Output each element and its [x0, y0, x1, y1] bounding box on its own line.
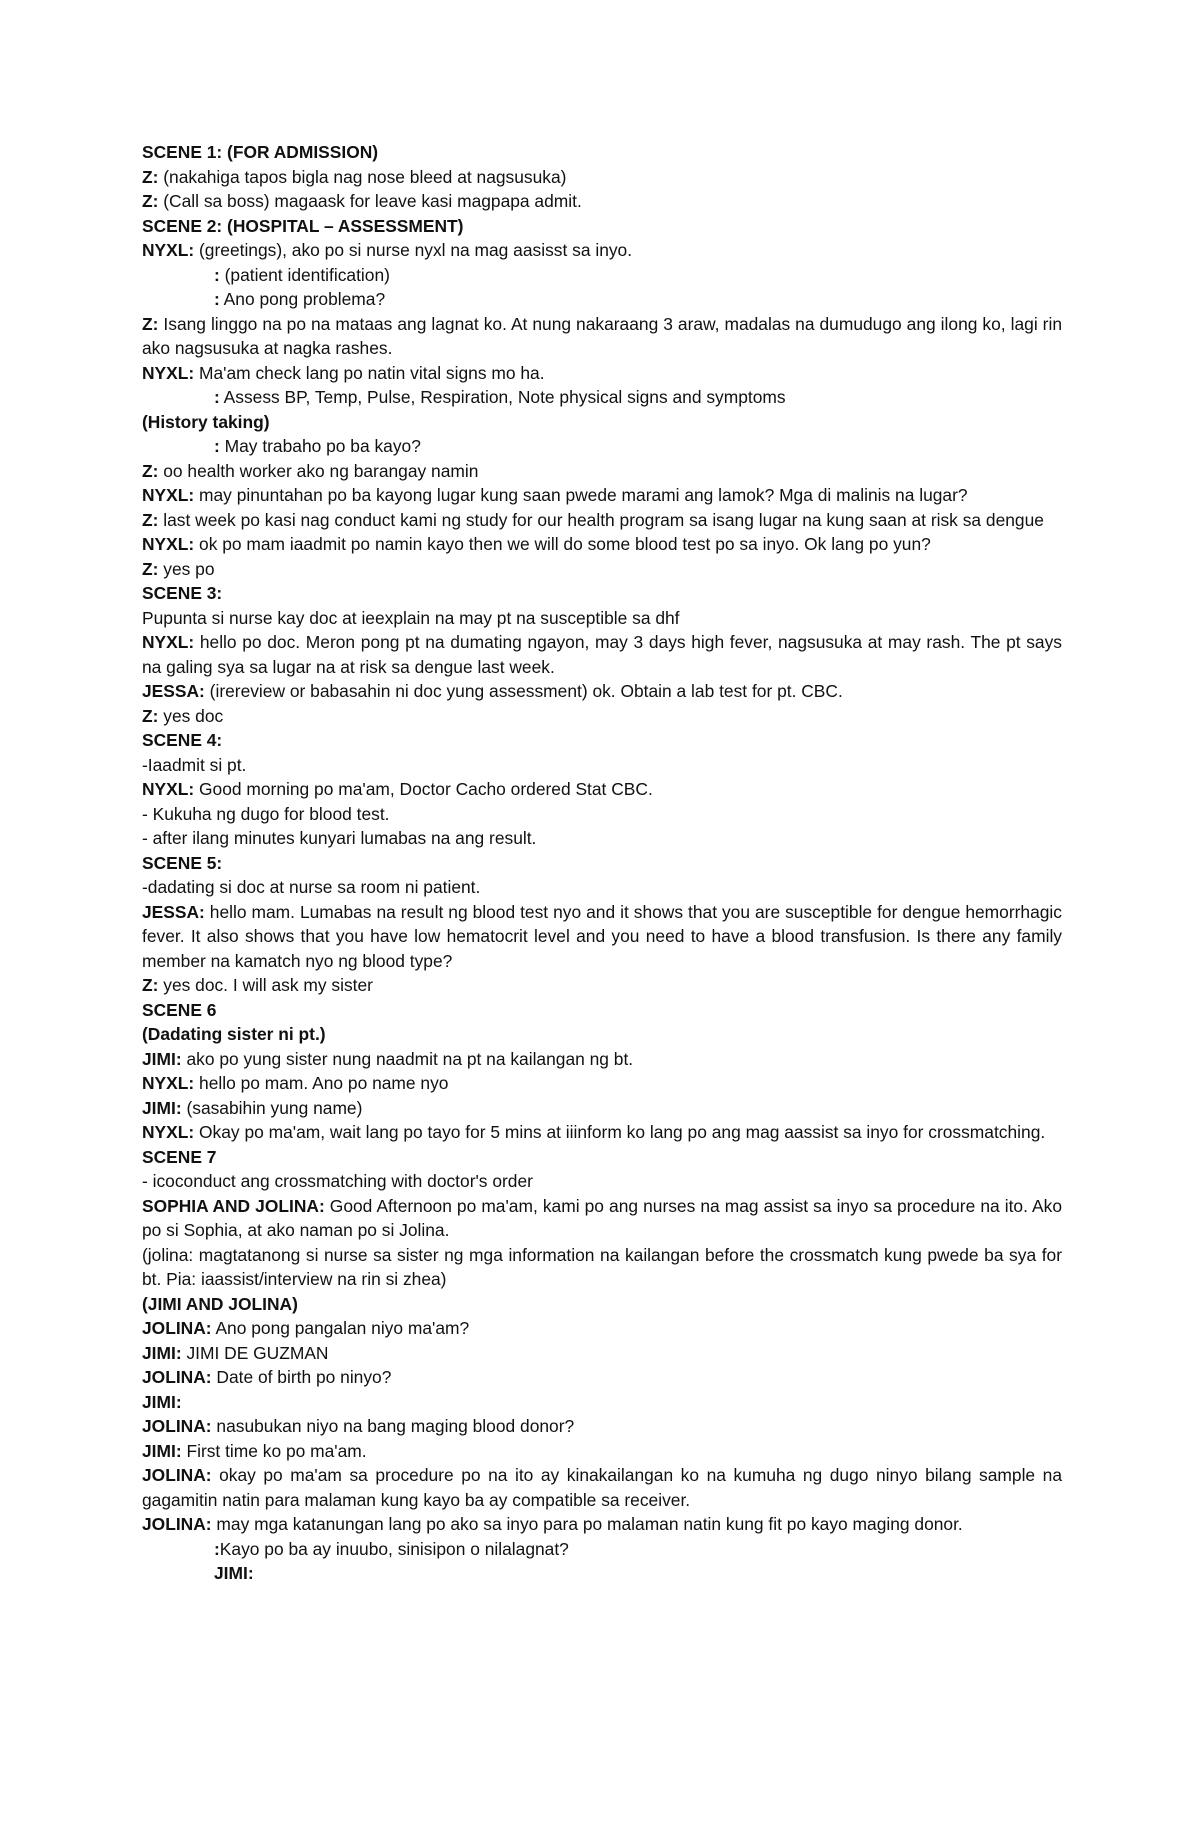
scene-heading	[142, 214, 1062, 239]
dialogue-text: JIMI DE GUZMAN	[181, 1342, 329, 1363]
dialogue-text: (Call sa boss) magaask for leave kasi magpapa admit.	[158, 191, 582, 211]
speaker-label: NYXL:	[142, 779, 195, 799]
dialogue-line	[142, 1341, 1062, 1366]
dialogue-text: Kayo po ba ay inuubo, sinisipon o nilalagnat?	[219, 1538, 569, 1559]
speaker-label: NYXL:	[142, 534, 195, 554]
dialogue-line	[142, 900, 1062, 974]
stage-direction-text: -dadating si doc at nurse sa room ni patient.	[142, 877, 481, 897]
dialogue-line	[142, 238, 1062, 263]
scene-heading	[142, 728, 1062, 753]
stage-direction	[142, 875, 1062, 900]
dialogue-text: Ma'am check lang po natin vital signs mo ha.	[194, 362, 545, 383]
dialogue-text: nasubukan niyo na bang maging blood donor?	[211, 1416, 575, 1436]
stage-direction-text: - after ilang minutes kunyari lumabas na ang result.	[142, 828, 537, 848]
dialogue-text: Good Afternoon po ma'am, kami po ang nurses na mag assist sa inyo sa procedure na ito. Ako po si Sophia, at ako naman po si Jolina.	[142, 1195, 1062, 1240]
speaker-label: JESSA:	[142, 901, 205, 922]
dialogue-text: Ano pong pangalan niyo ma'am?	[211, 1318, 470, 1338]
dialogue-line	[142, 165, 1062, 190]
dialogue-line	[142, 630, 1062, 679]
dialogue-text: Good morning po ma'am, Doctor Cacho ordered Stat CBC.	[194, 779, 653, 799]
speaker-label: :	[214, 264, 220, 285]
dialogue-line	[142, 1414, 1062, 1439]
speaker-label: NYXL:	[142, 485, 195, 505]
dialogue-text: Okay po ma'am, wait lang po tayo for 5 mins at iiinform ko lang po ang mag aassist sa inyo for crossmatching.	[194, 1122, 1046, 1142]
speaker-label: JIMI:	[142, 1342, 182, 1363]
scene-heading-text: SCENE 6	[142, 999, 217, 1020]
dialogue-text: last week po kasi nag conduct kami ng study for our health program sa isang lugar na kung saan at risk sa dengue	[158, 509, 1044, 530]
dialogue-line	[142, 1537, 1062, 1562]
speaker-label: NYXL:	[142, 632, 195, 652]
dialogue-line	[142, 532, 1062, 557]
stage-direction-text: (jolina: magtatanong si nurse sa sister ng mga information na kailangan before the crossmatch kung pwede ba sya for bt. Pia: iaassist/interview na rin si zhea)	[142, 1244, 1062, 1289]
scene-heading-text: SCENE 5:	[142, 852, 223, 873]
dialogue-line	[142, 312, 1062, 361]
dialogue-text: may pinuntahan po ba kayong lugar kung saan pwede marami ang lamok? Mga di malinis na lugar?	[194, 485, 968, 505]
dialogue-line	[142, 483, 1062, 508]
dialogue-text: Date of birth po ninyo?	[211, 1367, 392, 1387]
scene-heading-text: SCENE 2: (HOSPITAL – ASSESSMENT)	[142, 215, 464, 236]
speaker-label: NYXL:	[142, 240, 195, 260]
speaker-label: JOLINA:	[142, 1367, 212, 1387]
stage-direction	[142, 606, 1062, 631]
scene-heading	[142, 851, 1062, 876]
dialogue-line	[142, 1096, 1062, 1121]
dialogue-text: hello mam. Lumabas na result ng blood test nyo and it shows that you are susceptible for dengue hemorrhagic fever. It also shows that you have low hematocrit level and you need to have a blood transfusion. Is there any family member na kamatch nyo ng blood type?	[142, 901, 1062, 971]
speaker-label: JIMI:	[142, 1440, 182, 1461]
dialogue-line	[142, 508, 1062, 533]
dialogue-line	[142, 385, 1062, 410]
speaker-label: JOLINA:	[142, 1465, 212, 1485]
dialogue-line	[142, 1194, 1062, 1243]
dialogue-text: (greetings), ako po si nurse nyxl na mag aasisst sa inyo.	[194, 240, 633, 260]
dialogue-line	[142, 1365, 1062, 1390]
speaker-label: JOLINA:	[142, 1416, 212, 1436]
dialogue-line	[142, 704, 1062, 729]
dialogue-line	[142, 189, 1062, 214]
dialogue-text: okay po ma'am sa procedure po na ito ay kinakailangan ko na kumuha ng dugo ninyo bilang sample na gagamitin natin para malaman kung kayo ba ay compatible sa receiver.	[142, 1465, 1062, 1510]
scene-heading	[142, 140, 1062, 165]
dialogue-line	[142, 1071, 1062, 1096]
dialogue-line	[142, 434, 1062, 459]
dialogue-text: yes doc. I will ask my sister	[158, 975, 373, 995]
stage-direction	[142, 1169, 1062, 1194]
dialogue-line	[142, 1439, 1062, 1464]
speaker-label: Z:	[142, 460, 159, 481]
dialogue-line	[142, 361, 1062, 386]
dialogue-line	[142, 287, 1062, 312]
section-note	[142, 1292, 1062, 1317]
speaker-label: Z:	[142, 705, 159, 726]
dialogue-line	[142, 1047, 1062, 1072]
dialogue-text: yes po	[158, 558, 215, 579]
speaker-label: Z:	[142, 191, 159, 211]
dialogue-line	[142, 1463, 1062, 1512]
speaker-label: JOLINA:	[142, 1318, 212, 1338]
dialogue-text: ako po yung sister nung naadmit na pt na kailangan ng bt.	[181, 1048, 634, 1069]
speaker-label: NYXL:	[142, 1122, 195, 1142]
dialogue-line	[142, 459, 1062, 484]
speaker-label: SOPHIA AND JOLINA:	[142, 1195, 325, 1216]
speaker-label: JIMI:	[214, 1563, 254, 1583]
stage-direction	[142, 802, 1062, 827]
dialogue-text: (irereview or babasahin ni doc yung assessment) ok. Obtain a lab test for pt. CBC.	[204, 681, 843, 701]
dialogue-text: ok po mam iaadmit po namin kayo then we will do some blood test po sa inyo. Ok lang po yun?	[194, 534, 931, 554]
speaker-label: :	[214, 436, 220, 456]
speaker-label: :	[214, 289, 220, 309]
scene-heading	[142, 581, 1062, 606]
scene-heading-text: SCENE 7	[142, 1146, 217, 1167]
dialogue-text: Assess BP, Temp, Pulse, Respiration, Note physical signs and symptoms	[219, 387, 786, 407]
dialogue-text: (sasabihin yung name)	[181, 1097, 363, 1118]
dialogue-line	[142, 263, 1062, 288]
speaker-label: NYXL:	[142, 362, 195, 383]
speaker-label: Z:	[142, 166, 159, 187]
scene-heading-text: SCENE 1: (FOR ADMISSION)	[142, 142, 379, 162]
stage-direction	[142, 1243, 1062, 1292]
speaker-label: Z:	[142, 975, 159, 995]
speaker-label: Z:	[142, 313, 159, 334]
stage-direction-text: - Kukuha ng dugo for blood test.	[142, 803, 390, 824]
dialogue-text: First time ko po ma'am.	[181, 1440, 367, 1461]
dialogue-text: yes doc	[158, 705, 224, 726]
speaker-label: Z:	[142, 558, 159, 579]
dialogue-line	[142, 1561, 1062, 1586]
section-note-text: (JIMI AND JOLINA)	[142, 1293, 298, 1314]
dialogue-line	[142, 1316, 1062, 1341]
scene-heading	[142, 998, 1062, 1023]
speaker-label: :	[214, 1538, 220, 1559]
stage-direction	[142, 826, 1062, 851]
dialogue-line	[142, 1390, 1062, 1415]
stage-direction-text: -Iaadmit si pt.	[142, 754, 247, 775]
scene-heading-text: SCENE 4:	[142, 730, 223, 750]
section-note	[142, 410, 1062, 435]
dialogue-text: Ano pong problema?	[219, 289, 386, 309]
stage-direction-text: Pupunta si nurse kay doc at ieexplain na may pt na susceptible sa dhf	[142, 607, 680, 628]
dialogue-line	[142, 1512, 1062, 1537]
dialogue-text: oo health worker ako ng barangay namin	[158, 460, 479, 481]
stage-direction	[142, 753, 1062, 778]
speaker-label: JOLINA:	[142, 1514, 212, 1534]
speaker-label: JIMI:	[142, 1391, 182, 1412]
scene-heading-text: SCENE 3:	[142, 583, 223, 603]
dialogue-line	[142, 557, 1062, 582]
stage-direction-text: - icoconduct ang crossmatching with doctor's order	[142, 1171, 533, 1191]
dialogue-text: May trabaho po ba kayo?	[219, 436, 421, 456]
dialogue-text: may mga katanungan lang po ako sa inyo para po malaman natin kung fit po kayo maging donor.	[211, 1514, 963, 1534]
dialogue-line	[142, 973, 1062, 998]
dialogue-text: (patient identification)	[219, 264, 390, 285]
speaker-label: Z:	[142, 509, 159, 530]
dialogue-text: hello po doc. Meron pong pt na dumating ngayon, may 3 days high fever, nagsusuka at may rash. The pt says na galing sya sa lugar na at risk sa dengue last week.	[142, 632, 1062, 677]
speaker-label: :	[214, 387, 220, 407]
section-note-text: (Dadating sister ni pt.)	[142, 1024, 326, 1044]
speaker-label: NYXL:	[142, 1073, 195, 1093]
scene-heading	[142, 1145, 1062, 1170]
dialogue-line	[142, 777, 1062, 802]
dialogue-text: Isang linggo na po na mataas ang lagnat ko. At nung nakaraang 3 araw, madalas na dumudugo ang ilong ko, lagi rin ako nagsusuka at nagka rashes.	[142, 313, 1062, 358]
speaker-label: JIMI:	[142, 1097, 182, 1118]
document-page	[142, 140, 1062, 1586]
dialogue-line	[142, 679, 1062, 704]
section-note-text: (History taking)	[142, 411, 270, 432]
section-note	[142, 1022, 1062, 1047]
dialogue-text: (nakahiga tapos bigla nag nose bleed at nagsusuka)	[158, 166, 567, 187]
dialogue-line	[142, 1120, 1062, 1145]
speaker-label: JESSA:	[142, 681, 205, 701]
speaker-label: JIMI:	[142, 1048, 182, 1069]
dialogue-text: hello po mam. Ano po name nyo	[194, 1073, 449, 1093]
